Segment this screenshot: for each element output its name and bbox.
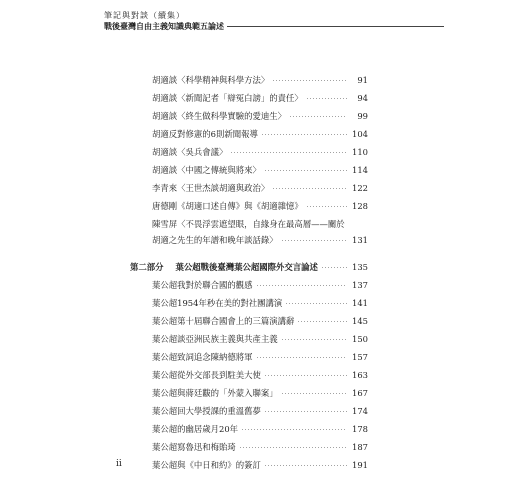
toc-entry-title: 葉公超與《中日和約》的簽訂 [152,460,261,470]
toc-entry[interactable] [152,235,368,246]
toc-entry-page: 104 [352,129,368,139]
toc-entry-title: 胡適談〈科學精神與科學方法〉 [152,75,270,85]
dot-leader [281,240,347,241]
toc-entry-title: 葉公超1954年秒在美的對社團講演 [152,298,283,308]
toc-entry-page: 122 [352,183,368,193]
toc-entry-title: 葉公超的幽居歲月20年 [152,424,239,434]
dot-leader [264,170,347,171]
toc-entry[interactable] [152,298,368,309]
toc-entry-page: 94 [357,93,368,103]
toc-entry-title: 葉公超致詞追念陳納德將軍 [152,352,253,362]
dot-leader [230,152,347,153]
page-number: ii [116,459,122,469]
toc-entry-title: 葉公超談亞洲民族主義與共產主義 [152,334,278,344]
toc-entry-page: 141 [352,298,368,308]
toc-entry-title: 胡適談〈中國之傳統與將來〉 [152,165,261,175]
toc-entry-title: 葉公超從外交部長到駐美大使 [152,370,261,380]
dot-leader [306,98,347,99]
toc-entry[interactable] [152,406,368,417]
book-title-row [104,21,444,32]
dot-leader [285,303,347,304]
dot-leader [264,375,347,376]
toc-entry-title: 葉公超我對於聯合國的觀感 [152,280,253,290]
toc-entry-page: 99 [357,111,368,121]
toc-entry-page: 110 [352,147,368,157]
toc-entry[interactable] [152,442,368,453]
toc-entry-title: 李青來〈王世杰談胡適與政治〉 [152,183,270,193]
toc-entry-page: 137 [352,280,368,290]
toc-entry-page: 187 [352,442,368,452]
part-title: 葉公超戰後臺灣葉公超國際外交言論述 [175,262,318,272]
toc-entry[interactable] [152,201,368,212]
toc-entry-page: 128 [352,201,368,211]
toc-entry[interactable] [152,388,368,399]
toc-entry-title: 胡適談〈新聞記者「辯冤白謗」的責任〉 [152,93,303,103]
toc-entry[interactable] [152,460,368,471]
running-header [104,10,444,32]
book-title: 戰後臺灣自由主義知識典範五論述 [104,21,224,31]
toc-entry-page: 114 [352,165,368,175]
dot-leader [264,411,347,412]
toc-entry[interactable] [152,183,368,194]
header-rule [227,26,444,27]
toc-entry-page: 167 [352,388,368,398]
toc-entry[interactable] [152,165,368,176]
dot-leader [264,465,347,466]
toc-entry-title: 唐德剛《胡適口述自傳》與《胡適雜憶》 [152,201,303,211]
toc-entry-page: 91 [357,75,368,85]
toc-entry-title: 葉公超第十屆聯合國會上的三篇演講辭 [152,316,295,326]
dot-leader [239,447,347,448]
toc-entry[interactable] [152,111,368,122]
dot-leader [256,357,348,358]
toc-entry[interactable] [152,316,368,327]
toc-entry[interactable] [152,147,368,158]
series-title: 筆記與對談（續集） [104,11,185,20]
toc-entry-title: 胡適談〈吳兵會議〉 [152,147,228,157]
dot-leader [321,267,349,268]
toc-entry-page: 191 [352,460,368,470]
toc-entry[interactable] [152,352,368,363]
toc-entry-title: 葉公超回大學授課的重溫舊夢 [152,406,261,416]
toc-entry-title: 胡適談〈終生做科學實驗的愛迪生〉 [152,111,286,121]
toc-entry-page: 150 [352,334,368,344]
toc-entry-title: 葉公超與蔣廷黻的「外蒙入聯案」 [152,388,278,398]
toc-entry[interactable] [152,93,368,104]
toc-entry[interactable] [152,75,368,86]
dot-leader [241,429,347,430]
dot-leader [256,285,348,286]
toc-entry-title: 胡適反對修憲的6則新聞報導 [152,129,258,139]
toc-entry-page: 174 [352,406,368,416]
toc-entry-page: 163 [352,370,368,380]
dot-leader [306,206,347,207]
dot-leader [289,116,347,117]
dot-leader [281,339,347,340]
toc-entry-page: 178 [352,424,368,434]
dot-leader [272,188,347,189]
toc-entry-title-line2: 胡適之先生的年譜和晚年談話錄〉 [152,235,278,245]
toc-entry-title-line1[interactable]: 陳雪屏〈不畏浮雲遮望眼，自緣身在最高層——關於 [152,219,345,229]
toc-entry-page: 131 [352,235,368,245]
part-label: 第二部分 [130,262,164,272]
toc-entry-title: 葉公超寫魯迅和梅貽琦 [152,442,236,452]
dot-leader [297,321,347,322]
dot-leader [261,134,347,135]
dot-leader [272,80,347,81]
toc-entry[interactable] [152,129,368,140]
toc-entry-page: 145 [352,316,368,326]
part-page: 135 [352,262,368,272]
part-heading[interactable] [130,262,368,273]
toc-entry[interactable] [152,424,368,435]
toc-entry[interactable] [152,334,368,345]
toc-entry[interactable] [152,280,368,291]
toc-entry-page: 157 [352,352,368,362]
toc-entry[interactable] [152,370,368,381]
dot-leader [281,393,347,394]
